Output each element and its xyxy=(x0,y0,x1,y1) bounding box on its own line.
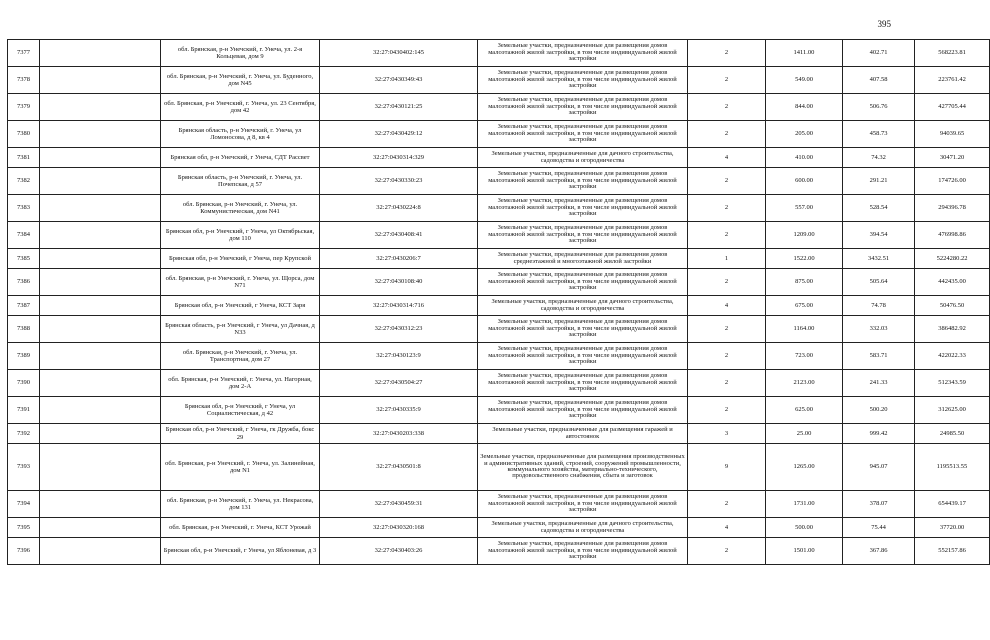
cadastral-value-cell: 1195513.55 xyxy=(915,444,990,491)
specific-value-cell: 367.86 xyxy=(843,538,915,565)
specific-value-cell: 241.33 xyxy=(843,370,915,397)
address-cell: обл. Брянская, р-н Унечский, г. Унеча, ул. Залинейная, дом N1 xyxy=(161,444,320,491)
area-cell: 1209.00 xyxy=(766,222,843,249)
table-row xyxy=(8,40,990,67)
row-number: 7385 xyxy=(8,249,40,269)
cadastral-number-cell: 32:27:0430312:23 xyxy=(320,316,478,343)
address-cell: Брянская обл, р-н Унечский, г Унеча, ул Октябрьская, дом 110 xyxy=(161,222,320,249)
land-purpose-cell: Земельные участки, предназначенные для размещения домов малоэтажной жилой застройки, в том числе индивидуальной жилой застройки xyxy=(478,269,688,296)
table-row xyxy=(8,296,990,316)
address-cell: Брянская обл, р-н Унечский, г Унеча, гк Дружба, бокс 29 xyxy=(161,424,320,444)
specific-value-cell: 402.71 xyxy=(843,40,915,67)
blank-cell xyxy=(40,269,161,296)
address-cell: обл. Брянская, р-н Унечский, г. Унеча, ул. Щорса, дом N71 xyxy=(161,269,320,296)
group-cell: 2 xyxy=(688,343,766,370)
cadastral-value-cell: 30471.20 xyxy=(915,148,990,168)
cadastral-number-cell: 32:27:0430121:25 xyxy=(320,94,478,121)
table-row xyxy=(8,518,990,538)
address-cell: обл. Брянская, р-н Унечский, г. Унеча, ул. Нагорная, дом 2-А xyxy=(161,370,320,397)
area-cell: 875.00 xyxy=(766,269,843,296)
row-number: 7388 xyxy=(8,316,40,343)
blank-cell xyxy=(40,40,161,67)
cadastral-number-cell: 32:27:0430349:43 xyxy=(320,67,478,94)
row-number: 7387 xyxy=(8,296,40,316)
table-row xyxy=(8,121,990,148)
row-number: 7390 xyxy=(8,370,40,397)
area-cell: 1164.00 xyxy=(766,316,843,343)
cadastral-number-cell: 32:27:0430314:716 xyxy=(320,296,478,316)
area-cell: 2123.00 xyxy=(766,370,843,397)
address-cell: Брянская область, р-н Унечский, г. Унеча, ул. Почепская, д 57 xyxy=(161,168,320,195)
blank-cell xyxy=(40,424,161,444)
blank-cell xyxy=(40,491,161,518)
land-purpose-cell: Земельные участки, предназначенные для размещения домов малоэтажной жилой застройки, в том числе индивидуальной жилой застройки xyxy=(478,343,688,370)
cadastral-value-cell: 476998.86 xyxy=(915,222,990,249)
address-cell: обл. Брянская, р-н Унечский, г. Унеча, ул. Коммунистическая, дом N41 xyxy=(161,195,320,222)
group-cell: 2 xyxy=(688,397,766,424)
cadastral-number-cell: 32:27:0430206:7 xyxy=(320,249,478,269)
cadastral-value-cell: 512343.59 xyxy=(915,370,990,397)
group-cell: 2 xyxy=(688,491,766,518)
row-number: 7383 xyxy=(8,195,40,222)
table-row xyxy=(8,343,990,370)
specific-value-cell: 378.07 xyxy=(843,491,915,518)
specific-value-cell: 945.07 xyxy=(843,444,915,491)
table-row xyxy=(8,148,990,168)
row-number: 7380 xyxy=(8,121,40,148)
cadastral-value-cell: 5224280.22 xyxy=(915,249,990,269)
area-cell: 1731.00 xyxy=(766,491,843,518)
area-cell: 25.00 xyxy=(766,424,843,444)
area-cell: 557.00 xyxy=(766,195,843,222)
land-purpose-cell: Земельные участки, предназначенные для размещения домов малоэтажной жилой застройки, в том числе индивидуальной жилой застройки xyxy=(478,397,688,424)
area-cell: 600.00 xyxy=(766,168,843,195)
land-purpose-cell: Земельные участки, предназначенные для размещения домов среднеэтажной и многоэтажной жилой застройки xyxy=(478,249,688,269)
land-registry-table xyxy=(7,39,990,565)
row-number: 7389 xyxy=(8,343,40,370)
cadastral-value-cell: 442435.00 xyxy=(915,269,990,296)
address-cell: Брянская область, р-н Унечский, г Унеча, ул Дачная, д N33 xyxy=(161,316,320,343)
land-purpose-cell: Земельные участки, предназначенные для размещения домов малоэтажной жилой застройки, в том числе индивидуальной жилой застройки xyxy=(478,121,688,148)
address-cell: Брянская область, р-н Унечский, г. Унеча, ул Ломоносова, д 8, кв 4 xyxy=(161,121,320,148)
row-number: 7381 xyxy=(8,148,40,168)
cadastral-value-cell: 552157.86 xyxy=(915,538,990,565)
address-cell: обл. Брянская, р-н Унечский, г. Унеча, ул. 23 Сентября, дом 42 xyxy=(161,94,320,121)
cadastral-value-cell: 94039.65 xyxy=(915,121,990,148)
group-cell: 2 xyxy=(688,195,766,222)
table-row xyxy=(8,316,990,343)
address-cell: Брянская обл, р-н Унечский, г Унеча, ул Социалистическая, д 42 xyxy=(161,397,320,424)
land-purpose-cell: Земельные участки, предназначенные для дачного строительства, садоводства и огородничества xyxy=(478,518,688,538)
blank-cell xyxy=(40,148,161,168)
specific-value-cell: 394.54 xyxy=(843,222,915,249)
area-cell: 1501.00 xyxy=(766,538,843,565)
cadastral-value-cell: 312625.00 xyxy=(915,397,990,424)
area-cell: 844.00 xyxy=(766,94,843,121)
specific-value-cell: 528.54 xyxy=(843,195,915,222)
cadastral-number-cell: 32:27:0430402:145 xyxy=(320,40,478,67)
group-cell: 2 xyxy=(688,168,766,195)
land-purpose-cell: Земельные участки, предназначенные для дачного строительства, садоводства и огородничества xyxy=(478,296,688,316)
land-purpose-cell: Земельные участки, предназначенные для размещения домов малоэтажной жилой застройки, в том числе индивидуальной жилой застройки xyxy=(478,222,688,249)
blank-cell xyxy=(40,249,161,269)
specific-value-cell: 458.73 xyxy=(843,121,915,148)
blank-cell xyxy=(40,94,161,121)
area-cell: 723.00 xyxy=(766,343,843,370)
group-cell: 2 xyxy=(688,67,766,94)
group-cell: 4 xyxy=(688,148,766,168)
specific-value-cell: 505.64 xyxy=(843,269,915,296)
row-number: 7377 xyxy=(8,40,40,67)
group-cell: 4 xyxy=(688,518,766,538)
land-purpose-cell: Земельные участки, предназначенные для размещения производственных и административных зданий, строений, сооружений промышленности, коммунального хозяйства, материально-технического, продовольственного снабжения, сбыта и заготовок xyxy=(478,444,688,491)
specific-value-cell: 74.78 xyxy=(843,296,915,316)
group-cell: 2 xyxy=(688,222,766,249)
specific-value-cell: 999.42 xyxy=(843,424,915,444)
land-purpose-cell: Земельные участки, предназначенные для размещения домов малоэтажной жилой застройки, в том числе индивидуальной жилой застройки xyxy=(478,67,688,94)
area-cell: 1265.00 xyxy=(766,444,843,491)
address-cell: обл. Брянская, р-н Унечский, г. Унеча, ул. Некрасова, дом 131 xyxy=(161,491,320,518)
blank-cell xyxy=(40,518,161,538)
blank-cell xyxy=(40,538,161,565)
table-row xyxy=(8,538,990,565)
cadastral-number-cell: 32:27:0430504:27 xyxy=(320,370,478,397)
cadastral-number-cell: 32:27:0430408:41 xyxy=(320,222,478,249)
cadastral-number-cell: 32:27:0430123:9 xyxy=(320,343,478,370)
blank-cell xyxy=(40,444,161,491)
specific-value-cell: 74.32 xyxy=(843,148,915,168)
land-purpose-cell: Земельные участки, предназначенные для дачного строительства, садоводства и огородничества xyxy=(478,148,688,168)
blank-cell xyxy=(40,195,161,222)
row-number: 7386 xyxy=(8,269,40,296)
table-row xyxy=(8,397,990,424)
address-cell: обл. Брянская, р-н Унечский, г. Унеча, ул. Буденного, дом N45 xyxy=(161,67,320,94)
cadastral-number-cell: 32:27:0430501:8 xyxy=(320,444,478,491)
blank-cell xyxy=(40,370,161,397)
address-cell: обл. Брянская, р-н Унечский, г. Унеча, КСТ Урожай xyxy=(161,518,320,538)
table-row xyxy=(8,269,990,296)
row-number: 7395 xyxy=(8,518,40,538)
cadastral-number-cell: 32:27:0430108:40 xyxy=(320,269,478,296)
land-purpose-cell: Земельные участки, предназначенные для размещения гаражей и автостоянок xyxy=(478,424,688,444)
table-row xyxy=(8,491,990,518)
land-purpose-cell: Земельные участки, предназначенные для размещения домов малоэтажной жилой застройки, в том числе индивидуальной жилой застройки xyxy=(478,195,688,222)
land-purpose-cell: Земельные участки, предназначенные для размещения домов малоэтажной жилой застройки, в том числе индивидуальной жилой застройки xyxy=(478,538,688,565)
table-row xyxy=(8,249,990,269)
address-cell: обл. Брянская, р-н Унечский, г. Унеча, ул. 2-я Кольцевая, дом 9 xyxy=(161,40,320,67)
area-cell: 625.00 xyxy=(766,397,843,424)
cadastral-number-cell: 32:27:0430320:168 xyxy=(320,518,478,538)
area-cell: 549.00 xyxy=(766,67,843,94)
specific-value-cell: 407.58 xyxy=(843,67,915,94)
cadastral-value-cell: 294396.78 xyxy=(915,195,990,222)
address-cell: Брянская обл, р-н Унечский, г Унеча, ул Яблоневая, д 3 xyxy=(161,538,320,565)
cadastral-value-cell: 50476.50 xyxy=(915,296,990,316)
cadastral-number-cell: 32:27:0430459:31 xyxy=(320,491,478,518)
group-cell: 1 xyxy=(688,249,766,269)
land-purpose-cell: Земельные участки, предназначенные для размещения домов малоэтажной жилой застройки, в том числе индивидуальной жилой застройки xyxy=(478,491,688,518)
land-purpose-cell: Земельные участки, предназначенные для размещения домов малоэтажной жилой застройки, в том числе индивидуальной жилой застройки xyxy=(478,370,688,397)
table-row xyxy=(8,370,990,397)
cadastral-value-cell: 422022.33 xyxy=(915,343,990,370)
specific-value-cell: 506.76 xyxy=(843,94,915,121)
table-row xyxy=(8,444,990,491)
row-number: 7396 xyxy=(8,538,40,565)
specific-value-cell: 3432.51 xyxy=(843,249,915,269)
group-cell: 2 xyxy=(688,94,766,121)
group-cell: 3 xyxy=(688,424,766,444)
row-number: 7392 xyxy=(8,424,40,444)
specific-value-cell: 500.20 xyxy=(843,397,915,424)
cadastral-number-cell: 32:27:0430429:12 xyxy=(320,121,478,148)
land-purpose-cell: Земельные участки, предназначенные для размещения домов малоэтажной жилой застройки, в том числе индивидуальной жилой застройки xyxy=(478,316,688,343)
address-cell: Брянская обл, р-н Унечский, г Унеча, пер Крупской xyxy=(161,249,320,269)
area-cell: 500.00 xyxy=(766,518,843,538)
address-cell: Брянская обл, р-н Унечский, г Унеча, СДТ Рассвет xyxy=(161,148,320,168)
row-number: 7393 xyxy=(8,444,40,491)
area-cell: 1522.00 xyxy=(766,249,843,269)
group-cell: 2 xyxy=(688,370,766,397)
area-cell: 1411.00 xyxy=(766,40,843,67)
group-cell: 2 xyxy=(688,269,766,296)
table-row xyxy=(8,94,990,121)
cadastral-value-cell: 427705.44 xyxy=(915,94,990,121)
cadastral-value-cell: 24985.50 xyxy=(915,424,990,444)
land-purpose-cell: Земельные участки, предназначенные для размещения домов малоэтажной жилой застройки, в том числе индивидуальной жилой застройки xyxy=(478,40,688,67)
area-cell: 205.00 xyxy=(766,121,843,148)
area-cell: 410.00 xyxy=(766,148,843,168)
group-cell: 2 xyxy=(688,316,766,343)
table-row xyxy=(8,424,990,444)
blank-cell xyxy=(40,397,161,424)
table-row xyxy=(8,195,990,222)
row-number: 7379 xyxy=(8,94,40,121)
row-number: 7394 xyxy=(8,491,40,518)
cadastral-value-cell: 37720.00 xyxy=(915,518,990,538)
land-purpose-cell: Земельные участки, предназначенные для размещения домов малоэтажной жилой застройки, в том числе индивидуальной жилой застройки xyxy=(478,94,688,121)
land-purpose-cell: Земельные участки, предназначенные для размещения домов малоэтажной жилой застройки, в том числе индивидуальной жилой застройки xyxy=(478,168,688,195)
row-number: 7384 xyxy=(8,222,40,249)
cadastral-number-cell: 32:27:0430330:23 xyxy=(320,168,478,195)
table-row xyxy=(8,222,990,249)
page-number: 395 xyxy=(877,19,891,29)
cadastral-number-cell: 32:27:0430314:329 xyxy=(320,148,478,168)
group-cell: 9 xyxy=(688,444,766,491)
group-cell: 4 xyxy=(688,296,766,316)
table-row xyxy=(8,67,990,94)
cadastral-value-cell: 386482.92 xyxy=(915,316,990,343)
cadastral-number-cell: 32:27:0430203:338 xyxy=(320,424,478,444)
address-cell: обл. Брянская, р-н Унечский, г. Унеча, ул. Транспортная, дом 27 xyxy=(161,343,320,370)
cadastral-value-cell: 174726.00 xyxy=(915,168,990,195)
table-body xyxy=(8,40,990,565)
area-cell: 675.00 xyxy=(766,296,843,316)
cadastral-number-cell: 32:27:0430403:26 xyxy=(320,538,478,565)
table-row xyxy=(8,168,990,195)
cadastral-value-cell: 654439.17 xyxy=(915,491,990,518)
specific-value-cell: 291.21 xyxy=(843,168,915,195)
blank-cell xyxy=(40,343,161,370)
group-cell: 2 xyxy=(688,121,766,148)
blank-cell xyxy=(40,316,161,343)
specific-value-cell: 75.44 xyxy=(843,518,915,538)
group-cell: 2 xyxy=(688,40,766,67)
row-number: 7391 xyxy=(8,397,40,424)
group-cell: 2 xyxy=(688,538,766,565)
cadastral-number-cell: 32:27:0430335:9 xyxy=(320,397,478,424)
blank-cell xyxy=(40,222,161,249)
row-number: 7382 xyxy=(8,168,40,195)
blank-cell xyxy=(40,67,161,94)
blank-cell xyxy=(40,296,161,316)
cadastral-number-cell: 32:27:0430224:8 xyxy=(320,195,478,222)
specific-value-cell: 332.03 xyxy=(843,316,915,343)
row-number: 7378 xyxy=(8,67,40,94)
address-cell: Брянская обл, р-н Унечский, г Унеча, КСТ Заря xyxy=(161,296,320,316)
blank-cell xyxy=(40,168,161,195)
cadastral-value-cell: 568223.81 xyxy=(915,40,990,67)
specific-value-cell: 583.71 xyxy=(843,343,915,370)
cadastral-value-cell: 223761.42 xyxy=(915,67,990,94)
blank-cell xyxy=(40,121,161,148)
